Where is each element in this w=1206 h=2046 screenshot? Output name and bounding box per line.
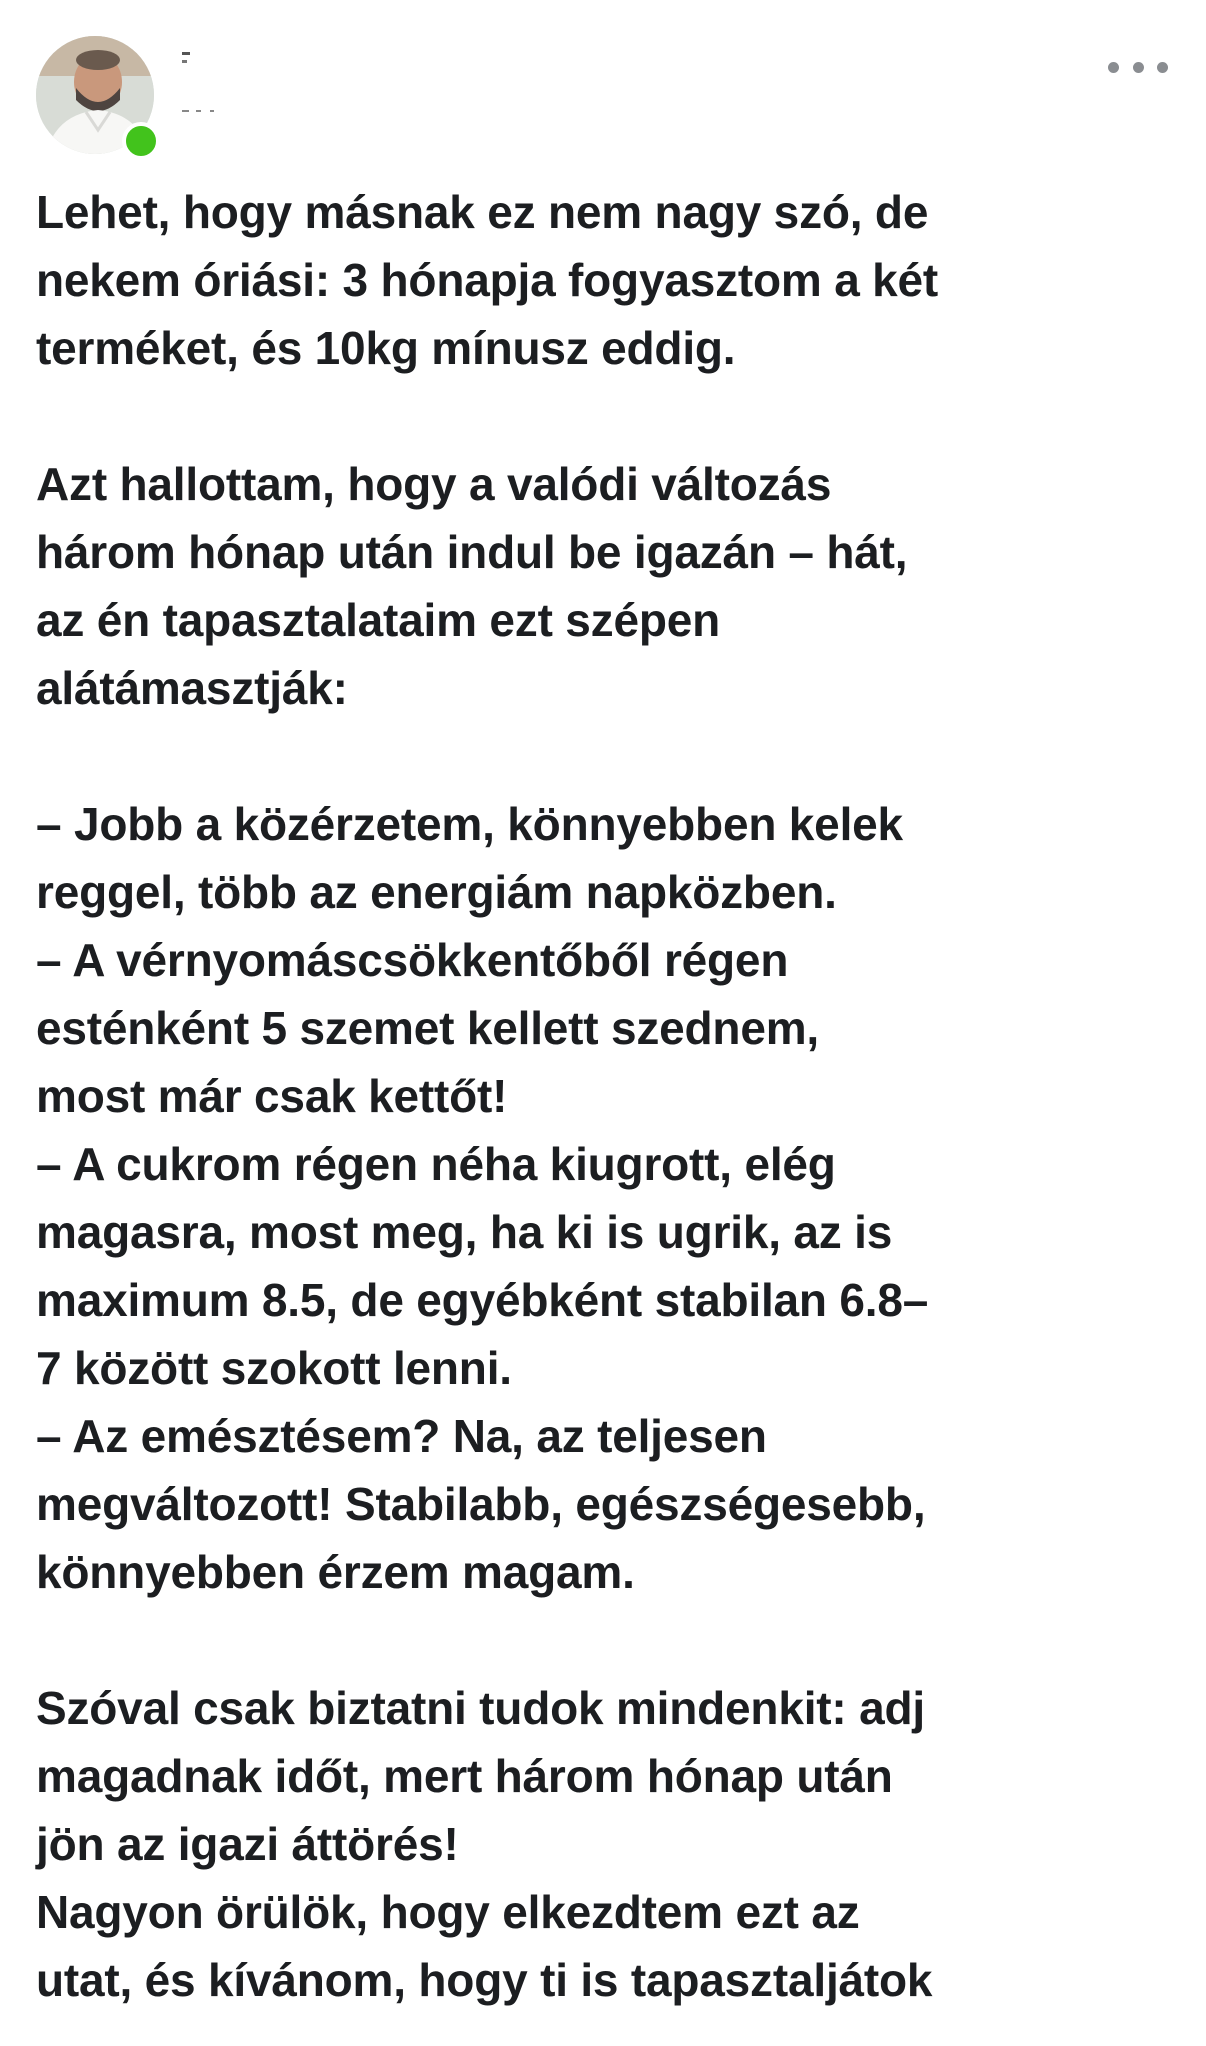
post-paragraph: Lehet, hogy másnak ez nem nagy szó, de nekem óriási: 3 hónapja fogyasztom a két terméket, és 10kg mínusz eddig. bbox=[36, 186, 939, 374]
post-body bbox=[36, 178, 1186, 2014]
ellipsis-icon bbox=[1133, 62, 1144, 73]
post-paragraph: Szóval csak biztatni tudok mindenkit: adj magadnak időt, mert három hónap után jön az igazi áttörés! Nagyon örülök, hogy elkezdtem ezt az utat, és kívánom, hogy ti is tapasztaljátok bbox=[36, 1682, 933, 2006]
ellipsis-icon bbox=[1157, 62, 1168, 73]
author-name-redacted[interactable] bbox=[182, 52, 212, 62]
post-paragraph: Azt hallottam, hogy a valódi változás három hónap után indul be igazán – hát, az én tapasztalataim ezt szépen alátámasztják: bbox=[36, 458, 908, 714]
post-meta-redacted bbox=[182, 110, 222, 116]
online-status-indicator bbox=[122, 122, 160, 160]
more-options-button[interactable] bbox=[1108, 52, 1168, 82]
post-header bbox=[0, 0, 1206, 170]
ellipsis-icon bbox=[1108, 62, 1119, 73]
post-paragraph: – Jobb a közérzetem, könnyebben kelek reggel, több az energiám napközben. – A vérnyomáscsökkentőből régen esténként 5 szemet kellett szednem, most már csak kettőt! – A cukrom régen néha kiugrott, elég magasra, most meg, ha ki is ugrik, az is maximum 8.5, de egyébként stabilan 6.8– 7 között szokott lenni. – Az emésztésem? Na, az teljesen megváltozott! Stabilabb, egészségesebb, könnyebben érzem magam. bbox=[36, 798, 929, 1598]
